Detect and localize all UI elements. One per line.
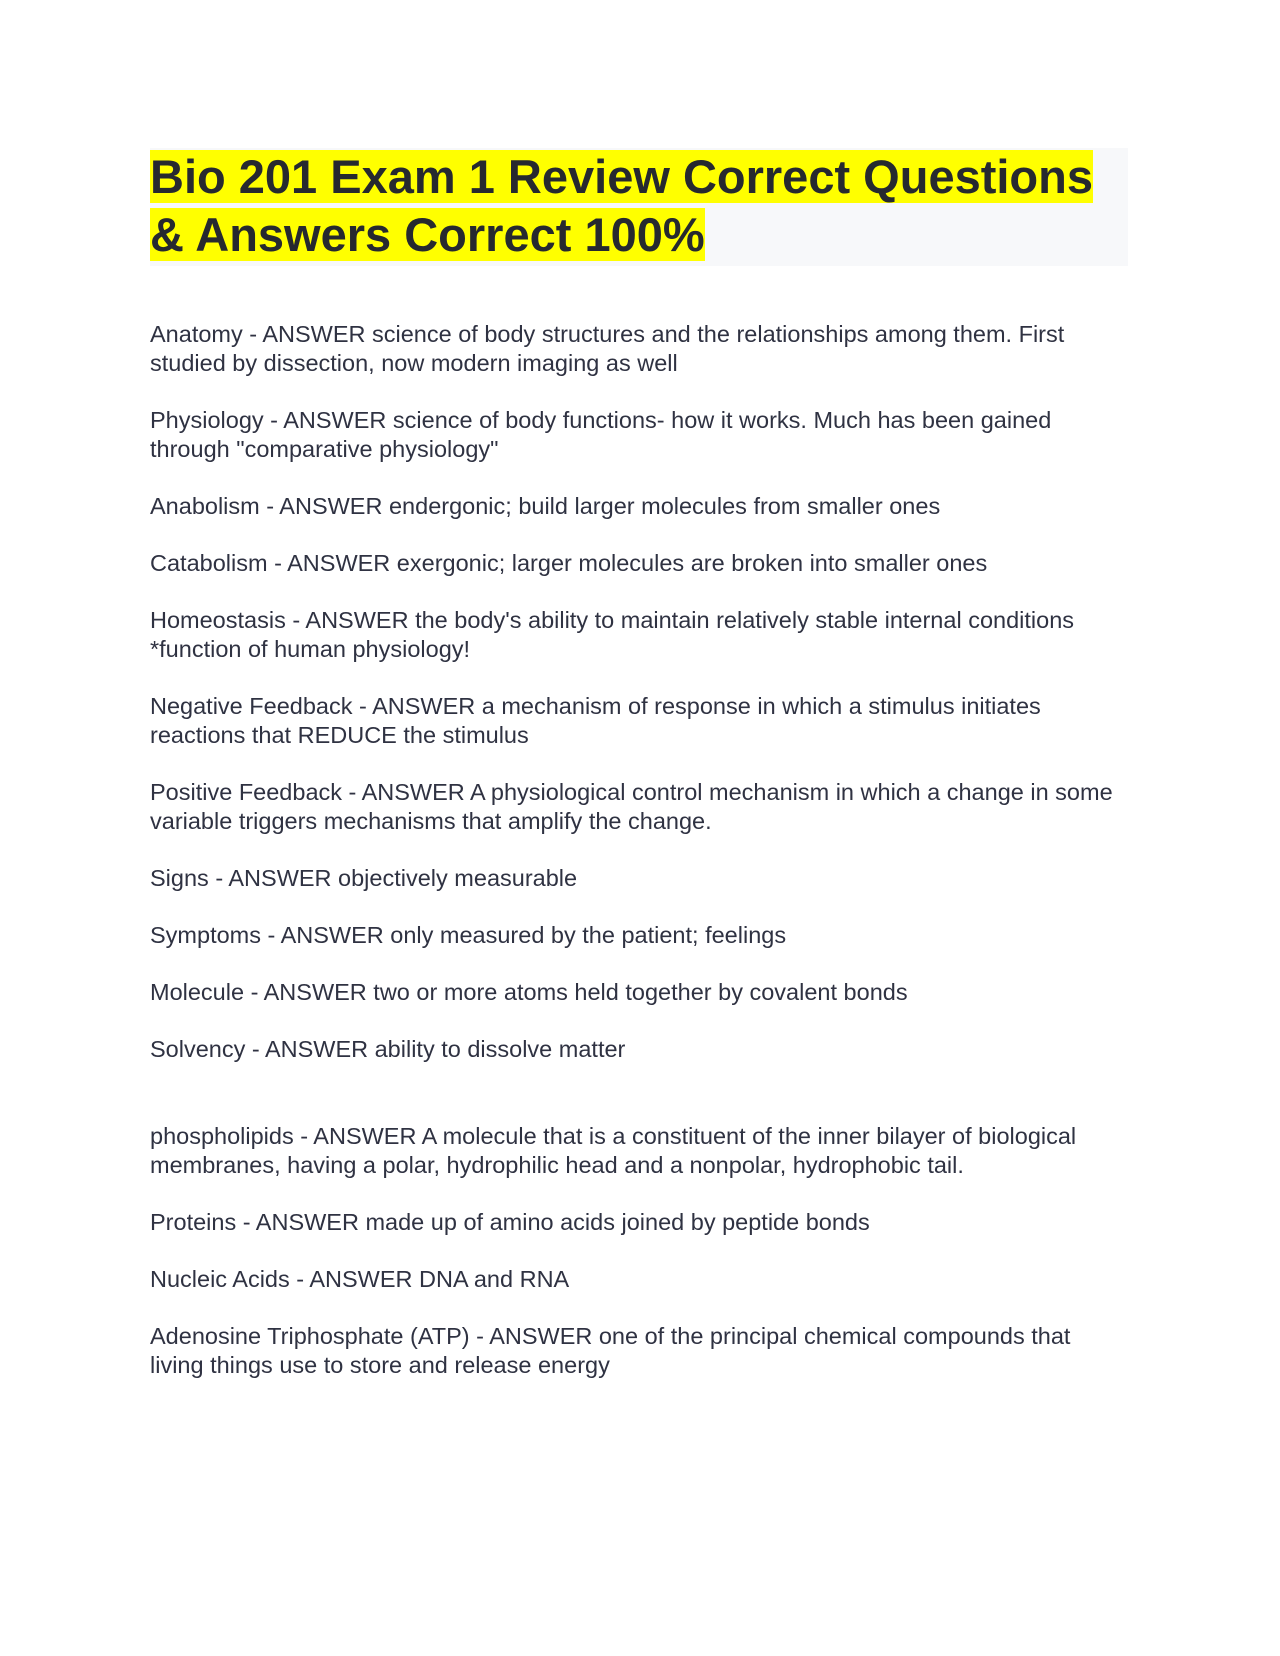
document-title bbox=[150, 148, 1128, 264]
title-highlight: Bio 201 Exam 1 Review Correct Questions & Answers Correct 100% bbox=[150, 150, 1093, 261]
entry-physiology: Physiology - ANSWER science of body functions- how it works. Much has been gained through "comparative physiology" bbox=[150, 407, 1052, 462]
entry-anabolism: Anabolism - ANSWER endergonic; build larger molecules from smaller ones bbox=[150, 493, 941, 519]
entry-phospholipids: phospholipids - ANSWER A molecule that is a constituent of the inner bilayer of biological membranes, having a polar, hydrophilic head and a nonpolar, hydrophobic tail. bbox=[150, 1123, 1077, 1178]
document-page bbox=[150, 148, 1128, 1408]
entry-anatomy: Anatomy - ANSWER science of body structures and the relationships among them. First studied by dissection, now modern imaging as well bbox=[150, 321, 1065, 376]
entry-positive-feedback: Positive Feedback - ANSWER A physiological control mechanism in which a change in some variable triggers mechanisms that amplify the change. bbox=[150, 779, 1113, 834]
entry-molecule: Molecule - ANSWER two or more atoms held together by covalent bonds bbox=[150, 979, 908, 1005]
entry-catabolism: Catabolism - ANSWER exergonic; larger molecules are broken into smaller ones bbox=[150, 550, 988, 576]
title-block bbox=[150, 148, 1128, 266]
entry-symptoms: Symptoms - ANSWER only measured by the patient; feelings bbox=[150, 922, 787, 948]
entry-homeostasis: Homeostasis - ANSWER the body's ability to maintain relatively stable internal conditions *function of human physiology! bbox=[150, 607, 1075, 662]
entry-proteins: Proteins - ANSWER made up of amino acids joined by peptide bonds bbox=[150, 1209, 870, 1235]
entry-atp: Adenosine Triphosphate (ATP) - ANSWER one of the principal chemical compounds that living things use to store and release energy bbox=[150, 1323, 1071, 1378]
entry-negative-feedback: Negative Feedback - ANSWER a mechanism of response in which a stimulus initiates reactions that REDUCE the stimulus bbox=[150, 693, 1041, 748]
entry-nucleic-acids: Nucleic Acids - ANSWER DNA and RNA bbox=[150, 1266, 570, 1292]
entry-solvency: Solvency - ANSWER ability to dissolve matter bbox=[150, 1036, 626, 1062]
entry-signs: Signs - ANSWER objectively measurable bbox=[150, 865, 578, 891]
